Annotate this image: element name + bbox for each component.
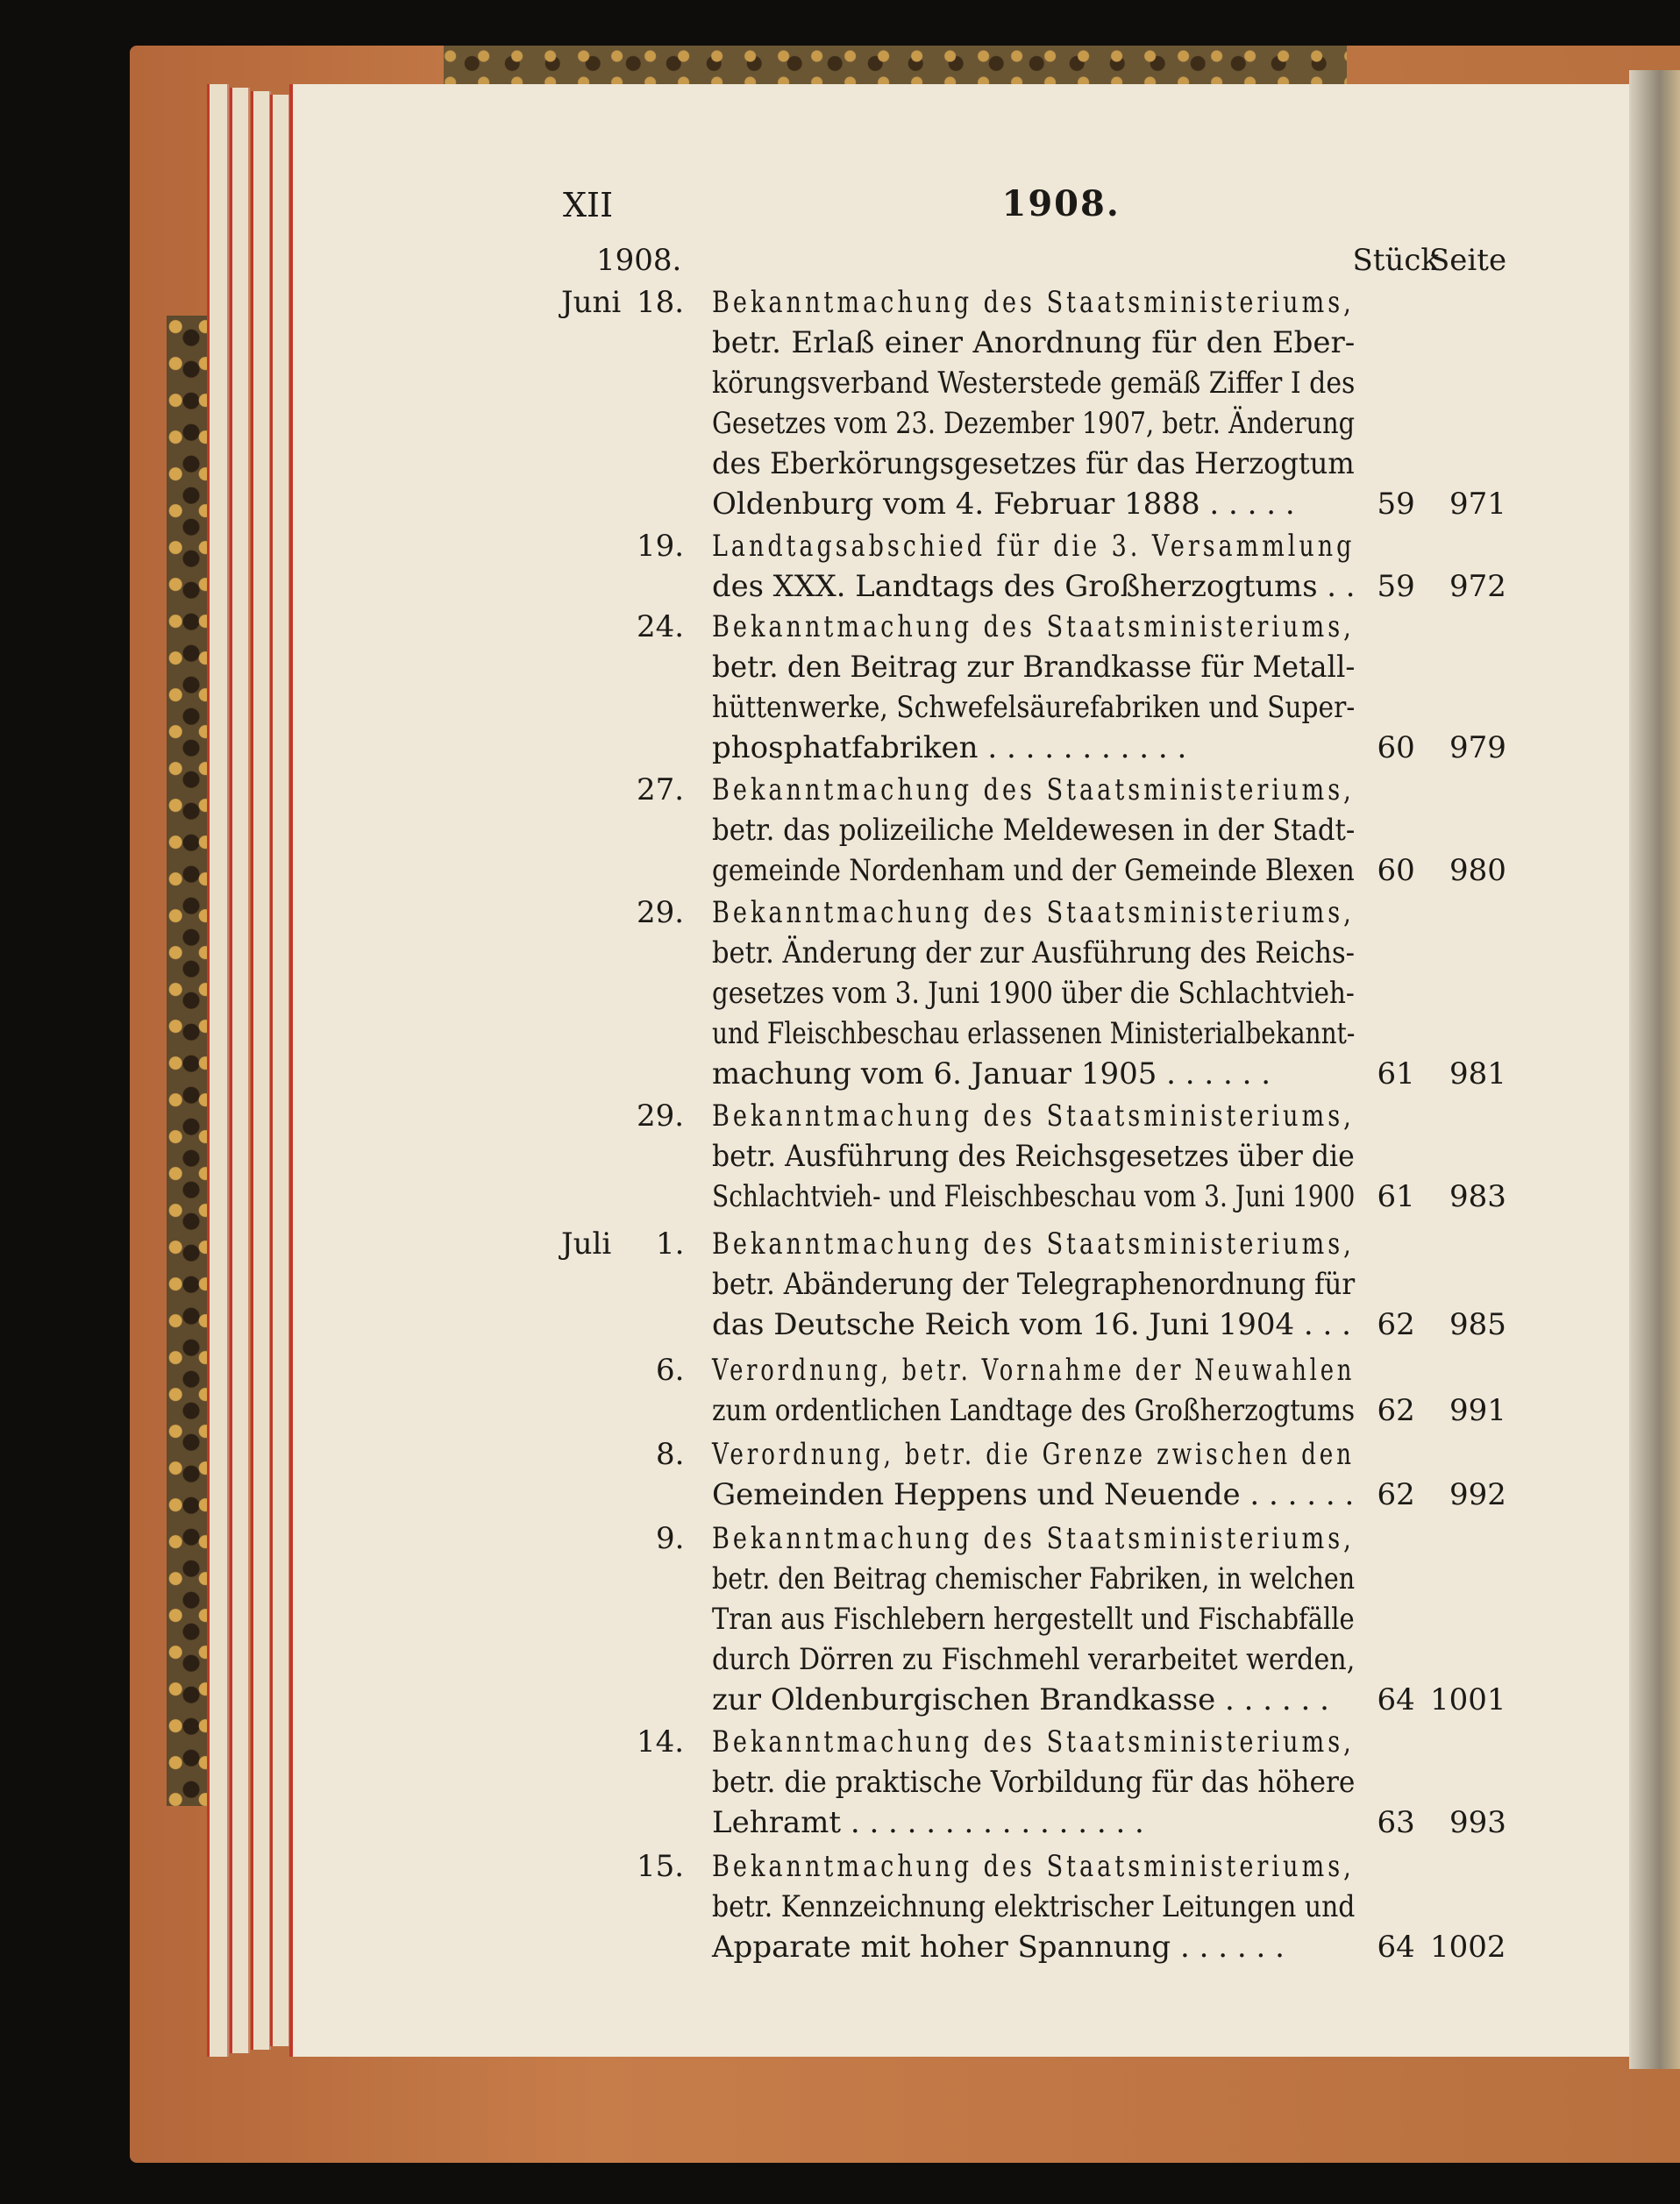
entry-day: 29. [637, 1098, 685, 1134]
page-edge [230, 88, 250, 2053]
entry-text-line: gemeinde Nordenham und der Gemeinde Blexen [712, 853, 1355, 888]
entry-text-line: des XXX. Landtags des Großherzogtums . . [712, 569, 1356, 604]
entry-text-line: körungsverband Westerstede gemäß Ziffer I des [712, 366, 1356, 401]
entry-text-line: Bekanntmachung des Staatsministeriums, [712, 1849, 1355, 1884]
entry-day: 18. [637, 285, 685, 320]
entry-text-line: Verordnung, betr. Vornahme der Neuwahlen [712, 1353, 1356, 1388]
entry-stueck: 64 [1377, 1682, 1415, 1717]
entry-stueck: 61 [1377, 1056, 1415, 1091]
column-year: 1908. [596, 243, 682, 278]
entry-text-line: betr. Änderung der zur Ausführung des Reichs- [712, 935, 1355, 970]
entry-text-line: Landtagsabschied für die 3. Versammlung [712, 529, 1356, 564]
entry-stueck: 60 [1377, 730, 1415, 765]
entry-text-line: betr. das polizeiliche Meldewesen in der Stadt- [712, 813, 1356, 848]
entry-text-line: machung vom 6. Januar 1905 . . . . . . [712, 1056, 1271, 1091]
entry-seite: 981 [1449, 1056, 1506, 1091]
entry-text-line: das Deutsche Reich vom 16. Juni 1904 . . . [712, 1307, 1351, 1342]
entry-text-line: zur Oldenburgischen Brandkasse . . . . . . [712, 1682, 1329, 1717]
page-title: 1908. [1001, 183, 1121, 224]
entry-stueck: 60 [1377, 853, 1415, 888]
entry-text-line: Gemeinden Heppens und Neuende . . . . . . [712, 1477, 1355, 1512]
entry-seite: 979 [1449, 730, 1506, 765]
entry-seite: 991 [1449, 1393, 1506, 1428]
entry-text-line: durch Dörren zu Fischmehl verarbeitet werden, [712, 1642, 1356, 1677]
entry-month: Juli [561, 1226, 612, 1262]
entry-text-line: Bekanntmachung des Staatsministeriums, [712, 285, 1355, 320]
entry-text-line: gesetzes vom 3. Juni 1900 über die Schlachtvieh- [712, 976, 1355, 1011]
entry-text-line: und Fleischbeschau erlassenen Ministerialbekannt- [712, 1016, 1356, 1051]
page-edge [270, 95, 290, 2046]
entry-seite: 1001 [1430, 1682, 1506, 1717]
entry-text-line: Bekanntmachung des Staatsministeriums, [712, 609, 1355, 644]
entry-text-line: Gesetzes vom 23. Dezember 1907, betr. Änderung [712, 406, 1355, 441]
entry-day: 15. [637, 1849, 685, 1884]
entry-day: 14. [637, 1724, 685, 1760]
entry-text-line: betr. den Beitrag chemischer Fabriken, in welchen [712, 1561, 1356, 1596]
entry-text-line: Oldenburg vom 4. Februar 1888 . . . . . [712, 487, 1295, 522]
entry-text-line: Tran aus Fischlebern hergestellt und Fischabfälle [712, 1602, 1355, 1637]
entry-seite: 980 [1449, 853, 1506, 888]
entry-text-line: betr. Ausführung des Reichsgesetzes über die [712, 1139, 1355, 1174]
entry-stueck: 61 [1377, 1179, 1415, 1214]
entry-day: 6. [656, 1353, 685, 1388]
entry-text-line: Bekanntmachung des Staatsministeriums, [712, 1724, 1355, 1760]
entry-text-line: Bekanntmachung des Staatsministeriums, [712, 772, 1355, 807]
entry-day: 1. [656, 1226, 685, 1262]
page-number: XII [563, 186, 614, 224]
entry-seite: 983 [1449, 1179, 1506, 1214]
entry-stueck: 64 [1377, 1930, 1415, 1965]
entry-text-line: Schlachtvieh- und Fleischbeschau vom 3. Juni 1900 [712, 1179, 1356, 1214]
entry-stueck: 59 [1377, 487, 1415, 522]
entry-stueck: 59 [1377, 569, 1415, 604]
entry-text-line: des Eberkörungsgesetzes für das Herzogtum [712, 446, 1355, 481]
entry-text-line: Lehramt . . . . . . . . . . . . . . . . [712, 1805, 1144, 1840]
entry-day: 8. [656, 1437, 685, 1472]
entry-text-line: betr. Erlaß einer Anordnung für den Eber- [712, 325, 1356, 360]
entry-text-line: Bekanntmachung des Staatsministeriums, [712, 1098, 1355, 1134]
entry-text-line: Bekanntmachung des Staatsministeriums, [712, 1521, 1355, 1556]
entry-seite: 993 [1449, 1805, 1506, 1840]
entry-month: Juni [561, 285, 622, 320]
entry-text-line: zum ordentlichen Landtage des Großherzogtums [712, 1393, 1356, 1428]
entry-text-line: betr. Kennzeichnung elektrischer Leitungen und [712, 1889, 1356, 1924]
entry-day: 24. [637, 609, 685, 644]
book-gutter [1629, 70, 1680, 2069]
entry-text-line: betr. die praktische Vorbildung für das höhere [712, 1765, 1356, 1800]
entry-text-line: betr. den Beitrag zur Brandkasse für Metall- [712, 650, 1356, 685]
column-stueck: Stück [1352, 243, 1439, 278]
entry-text-line: phosphatfabriken . . . . . . . . . . . [712, 730, 1187, 765]
entry-day: 27. [637, 772, 685, 807]
column-seite: Seite [1429, 243, 1507, 278]
page-edge [251, 91, 271, 2050]
entry-seite: 971 [1449, 487, 1506, 522]
entry-text-line: Bekanntmachung des Staatsministeriums, [712, 1226, 1355, 1262]
entry-text-line: betr. Abänderung der Telegraphenordnung für [712, 1267, 1356, 1302]
entry-seite: 1002 [1430, 1930, 1506, 1965]
entry-day: 9. [656, 1521, 685, 1556]
entry-text-line: Apparate mit hoher Spannung . . . . . . [712, 1930, 1285, 1965]
entry-day: 19. [637, 529, 685, 564]
entry-text-line: Verordnung, betr. die Grenze zwischen den [712, 1437, 1355, 1472]
entry-seite: 992 [1449, 1477, 1506, 1512]
entry-seite: 972 [1449, 569, 1506, 604]
entry-stueck: 62 [1377, 1393, 1415, 1428]
entry-text-line: Bekanntmachung des Staatsministeriums, [712, 895, 1355, 930]
entry-stueck: 63 [1377, 1805, 1415, 1840]
entry-day: 29. [637, 895, 685, 930]
entry-text-line: hüttenwerke, Schwefelsäurefabriken und Super- [712, 690, 1356, 725]
entry-stueck: 62 [1377, 1307, 1415, 1342]
entry-seite: 985 [1449, 1307, 1506, 1342]
entry-stueck: 62 [1377, 1477, 1415, 1512]
page-edge [207, 84, 229, 2057]
